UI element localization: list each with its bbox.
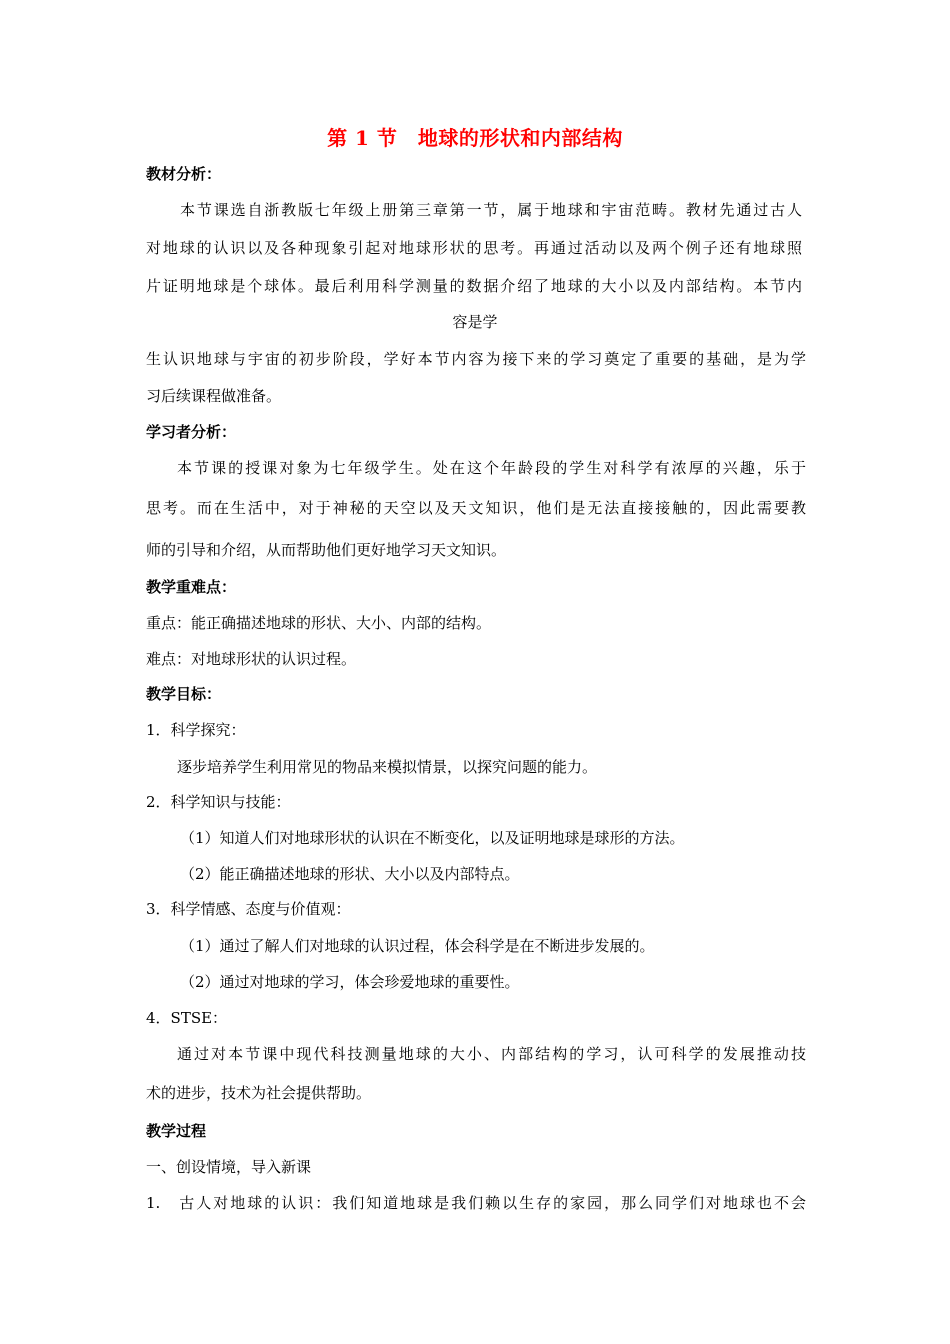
goal-detail: （1）通过了解人们对地球的认识过程，体会科学是在不断进步发展的。: [180, 937, 655, 955]
goal-item: 3．科学情感、态度与价值观：: [146, 900, 351, 918]
goal-detail: 逐步培养学生利用常见的物品来模拟情景，以探究问题的能力。: [177, 758, 598, 776]
goal-detail: 术的进步，技术为社会提供帮助。: [146, 1084, 372, 1102]
heading-teaching-goals: 教学目标：: [146, 685, 222, 703]
paragraph-line: 本节课的授课对象为七年级学生。处在这个年龄段的学生对科学有浓厚的兴趣，乐于: [177, 459, 806, 477]
difficult-point: 难点：对地球形状的认识过程。: [146, 650, 357, 668]
process-detail: 1. 古人对地球的认识：我们知道地球是我们赖以生存的家园，那么同学们对地球也不会: [146, 1194, 806, 1212]
paragraph-line: 片证明地球是个球体。最后利用科学测量的数据介绍了地球的大小以及内部结构。本节内: [146, 277, 802, 295]
key-point: 重点：能正确描述地球的形状、大小、内部的结构。: [146, 614, 492, 632]
goal-item: 4．STSE：: [146, 1009, 228, 1027]
goal-item: 2．科学知识与技能：: [146, 793, 291, 811]
process-step: 一、创设情境，导入新课: [146, 1158, 312, 1176]
paragraph-line: 对地球的认识以及各种现象引起对地球形状的思考。再通过活动以及两个例子还有地球照: [146, 239, 802, 257]
heading-teaching-process: 教学过程: [146, 1122, 207, 1140]
paragraph-line: 容是学: [452, 313, 498, 331]
goal-detail: （2）通过对地球的学习，体会珍爱地球的重要性。: [180, 973, 520, 991]
paragraph-line: 生认识地球与宇宙的初步阶段，学好本节内容为接下来的学习奠定了重要的基础，是为学: [146, 350, 806, 368]
paragraph-line: 思考。而在生活中，对于神秘的天空以及天文知识，他们是无法直接接触的，因此需要教: [146, 499, 806, 517]
paragraph-line: 师的引导和介绍，从而帮助他们更好地学习天文知识。: [146, 541, 507, 559]
page-title: 第 1 节 地球的形状和内部结构: [327, 126, 623, 150]
heading-textbook-analysis: 教材分析：: [146, 165, 222, 183]
goal-detail: （1）知道人们对地球形状的认识在不断变化，以及证明地球是球形的方法。: [180, 829, 685, 847]
heading-learner-analysis: 学习者分析：: [146, 423, 237, 441]
goal-item: 1．科学探究：: [146, 721, 246, 739]
heading-key-difficult-points: 教学重难点：: [146, 578, 237, 596]
goal-detail: （2）能正确描述地球的形状、大小以及内部特点。: [180, 865, 520, 883]
goal-detail: 通过对本节课中现代科技测量地球的大小、内部结构的学习，认可科学的发展推动技: [177, 1045, 806, 1063]
paragraph-line: 习后续课程做准备。: [146, 387, 282, 405]
paragraph-line: 本节课选自浙教版七年级上册第三章第一节，属于地球和宇宙范畴。教材先通过古人: [180, 201, 802, 219]
